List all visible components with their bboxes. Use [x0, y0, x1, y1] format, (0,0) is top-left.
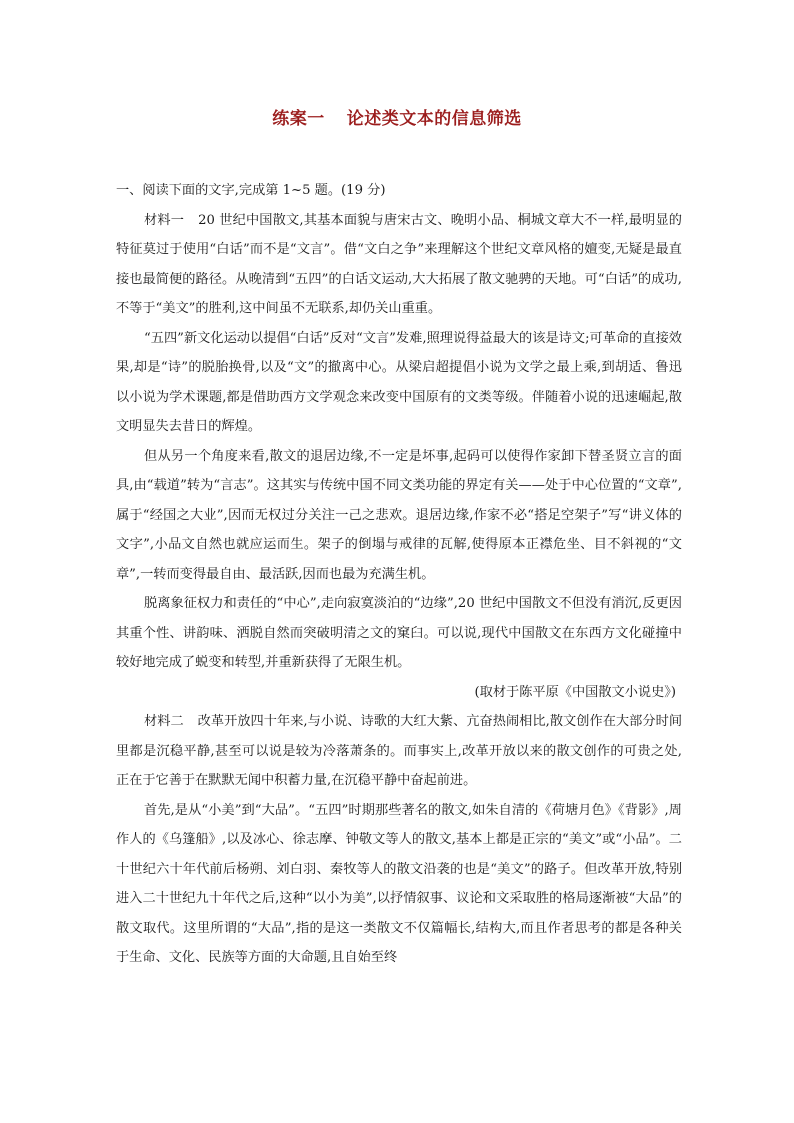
material1-label: 材料一 [144, 212, 185, 228]
material1-paragraph-2: “五四”新文化运动以提倡“白话”反对“文言”发难,照理说得益最大的该是诗文;可革命的直接效果,却是“诗”的脱胎换骨,以及“文”的撤离中心。从梁启超提倡小说为文学之最上乘,到胡适、鲁迅以小说为学术课题,都是借助西方文学观念来改变中国原有的文类等级。伴随着小说的迅速崛起,散文明显失去昔日的辉煌。 [116, 330, 682, 434]
material1-source: (取材于陈平原《中国散文小说史》) [474, 684, 676, 700]
material2-paragraph-1-text: 改革开放四十年来,与小说、诗歌的大红大紫、亢奋热闹相比,散文创作在大部分时间里都是沉稳平静,甚至可以说是较为冷落萧条的。而事实上,改革开放以来的散文创作的可贵之处,正在于它善于在默默无闻中积蓄力量,在沉稳平静中奋起前进。 [116, 714, 683, 788]
material1-paragraph-3: 但从另一个角度来看,散文的退居边缘,不一定是坏事,起码可以使得作家卸下替圣贤立言的面具,由“载道”转为“言志”。这其实与传统中国不同文类功能的界定有关——处于中心位置的“文章”,属于“经国之大业”,因而无权过分关注一己之悲欢。退居边缘,作家不必“搭足空架子”写“讲义体的文字”,小品文自然也就应运而生。架子的倒塌与戒律的瓦解,使得原本正襟危坐、目不斜视的“文章”,一转而变得最自由、最活跃,因而也最为充满生机。 [116, 448, 682, 582]
material1-paragraph-1-text: 20 世纪中国散文,其基本面貌与唐宋古文、晚明小品、桐城文章大不一样,最明显的特征莫过于使用“白话”而不是“文言”。借“文白之争”来理解这个世纪文章风格的嬗变,无疑是最直接也最简便的路径。从晚清到“五四”的白话文运动,大大拓展了散文驰骋的天地。可“白话”的成功,不等于“美文”的胜利,这中间虽不无联系,却仍关山重重。 [116, 212, 682, 316]
page-title [0, 104, 794, 129]
title-part-2: 论述类文本的信息筛选 [346, 109, 522, 129]
material2-paragraph-1 [116, 707, 682, 796]
question-intro: 一、阅读下面的文字,完成第 1~5 题。(19 分) [116, 183, 386, 198]
material2-paragraph-2: 首先,是从“小美”到“大品”。“五四”时期那些著名的散文,如朱自清的《荷塘月色》《背影》,周作人的《乌篷船》,以及冰心、徐志摩、钟敬文等人的散文,基本上都是正宗的“美文”或“小品”。二十世纪六十年代前后杨朔、刘白羽、秦牧等人的散文沿袭的也是“美文”的路子。但改革开放,特别进入二十世纪九十年代之后,这种“以小为美”,以抒情叙事、议论和文采取胜的格局逐渐被“大品”的散文取代。这里所谓的“大品”,指的是这一类散文不仅篇幅长,结构大,而且作者思考的都是各种关于生命、文化、民族等方面的大命题,且自始至终 [116, 802, 682, 965]
material1-paragraph-4: 脱离象征权力和责任的“中心”,走向寂寞淡泊的“边缘”,20 世纪中国散文不但没有消沉,反更因其重个性、讲韵味、洒脱自然而突破明清之文的窠臼。可以说,现代中国散文在东西方文化碰撞中较好地完成了蜕变和转型,并重新获得了无限生机。 [116, 596, 682, 670]
material2-label: 材料二 [144, 714, 184, 729]
title-part-1: 练案一 [272, 109, 325, 129]
material1-paragraph-1 [116, 206, 682, 324]
article-body [116, 176, 682, 973]
